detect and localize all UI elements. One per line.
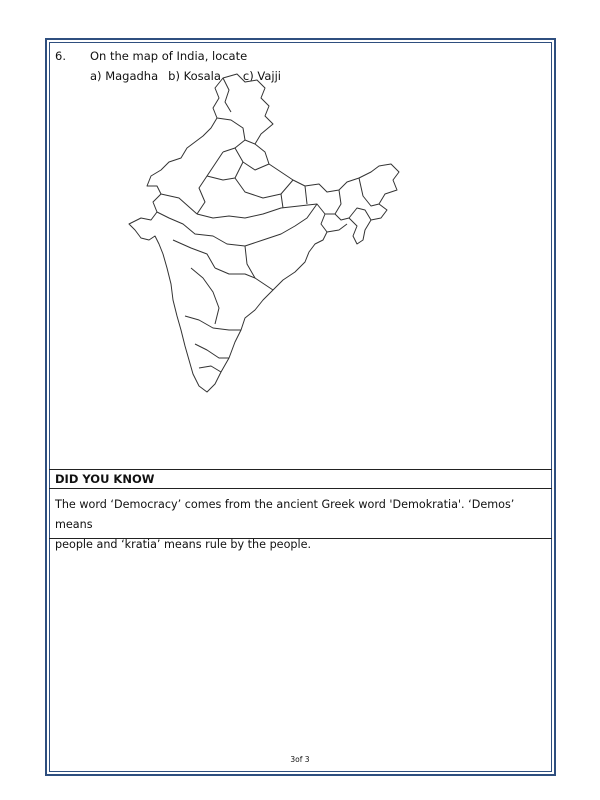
india-map-outline-icon xyxy=(95,68,410,404)
page-number: 3of 3 xyxy=(290,755,310,764)
did-you-know-text xyxy=(55,495,543,555)
did-you-know-header xyxy=(49,470,552,489)
did-you-know-body xyxy=(49,489,552,551)
option-b: b) Kosala xyxy=(168,69,221,83)
question-number: 6. xyxy=(55,49,66,63)
option-a: a) Magadha xyxy=(90,69,159,83)
did-you-know-line-1: The word ‘Democracy’ comes from the ancient Greek word 'Demokratia'. ‘Demos’ means xyxy=(55,498,515,531)
did-you-know-title: DID YOU KNOW xyxy=(55,472,155,486)
option-c: c) Vajji xyxy=(242,69,281,83)
did-you-know-line-2: people and ‘kratia’ means rule by the people. xyxy=(55,538,312,551)
question-prompt: On the map of India, locate xyxy=(90,49,248,63)
